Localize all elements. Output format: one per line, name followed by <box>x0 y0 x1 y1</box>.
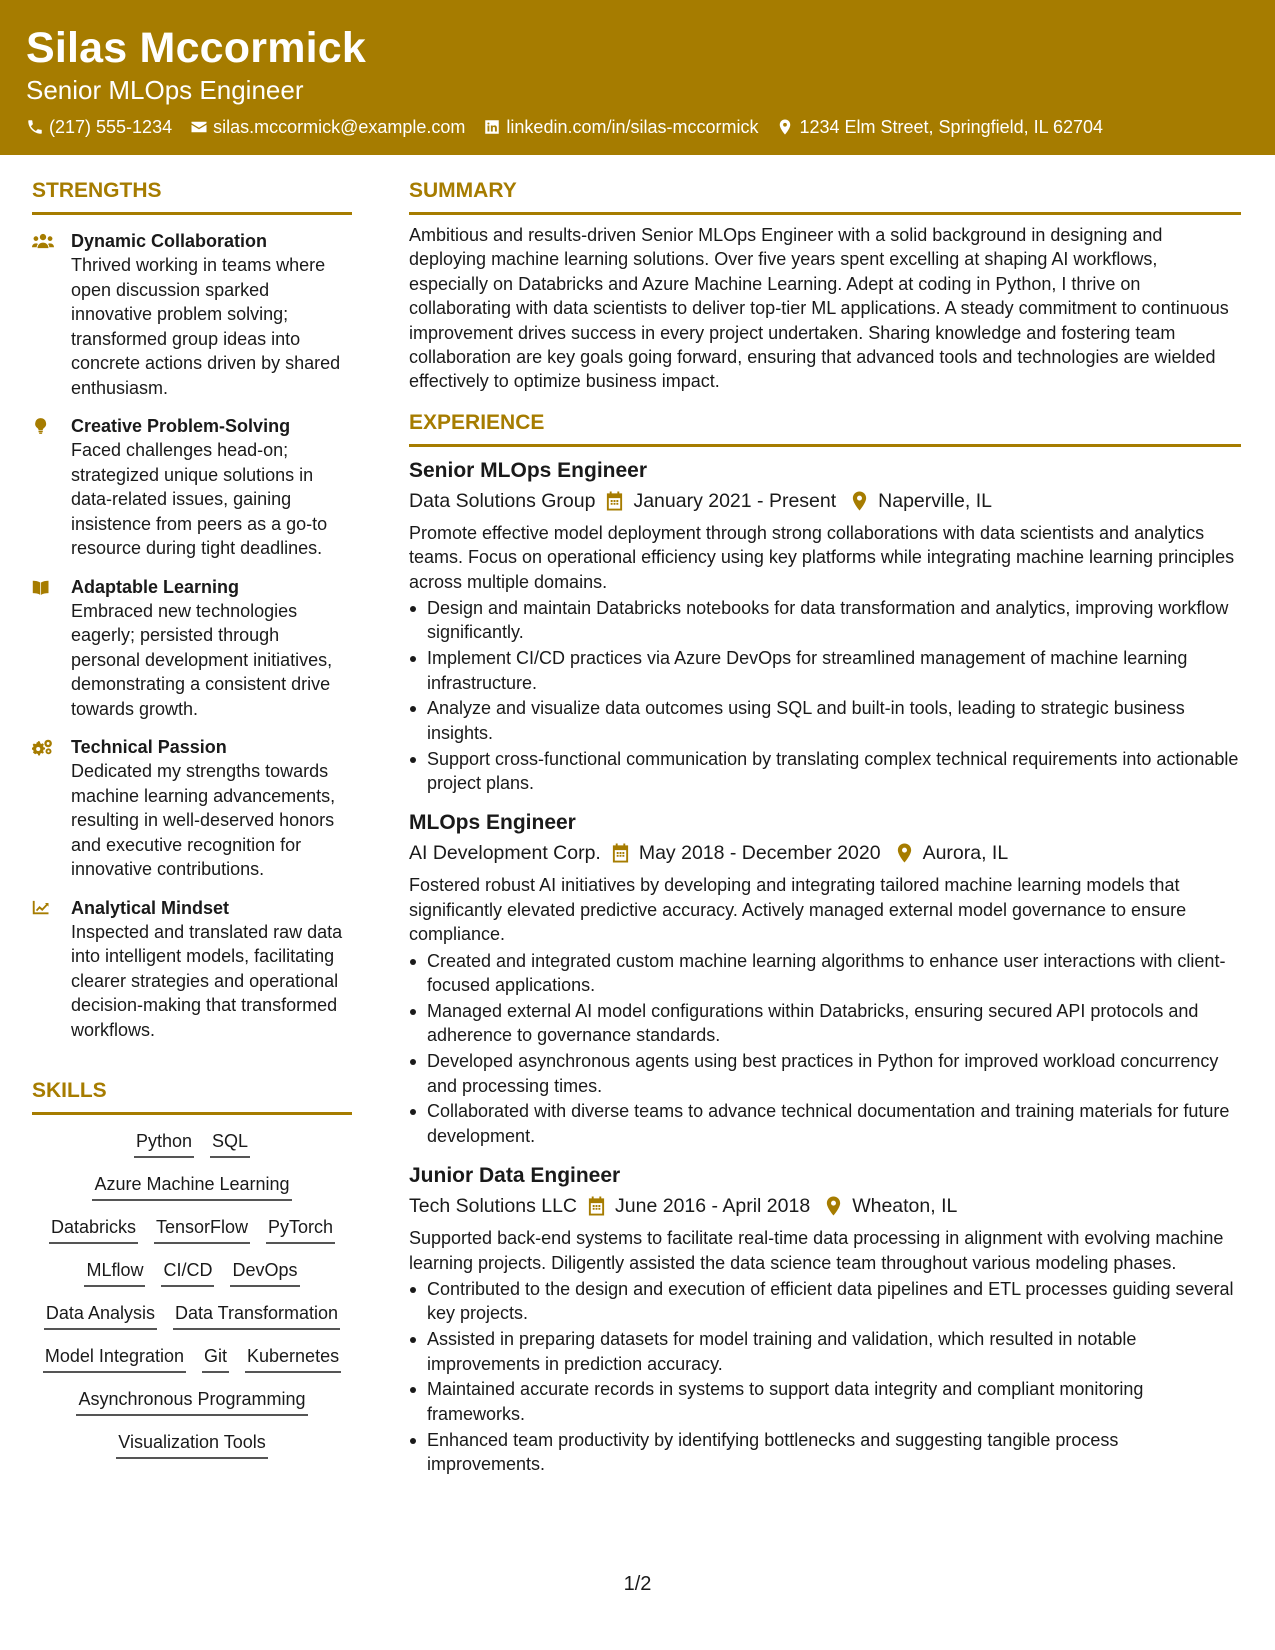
job-entry <box>409 809 1241 1148</box>
users-icon <box>32 232 54 250</box>
map-marker-icon <box>824 1196 843 1216</box>
map-marker-icon <box>776 118 794 136</box>
job-title: MLOps Engineer <box>409 811 576 835</box>
strength-desc: Thrived working in teams where open discussion sparked innovative problem solving; transformed group ideas into concrete actions driven by shared enthusiasm. <box>71 255 341 398</box>
strength-desc: Faced challenges head-on; strategized unique solutions in data-related issues, gaining insistence from peers as a go-to resource during tight deadlines. <box>71 440 328 558</box>
chart-line-icon <box>32 899 54 917</box>
phone-text: (217) 555-1234 <box>49 117 173 137</box>
skill-row <box>32 1300 352 1330</box>
calendar-icon <box>611 843 630 863</box>
job-bullet: Collaborated with diverse teams to advance technical documentation and training materials for future development. <box>409 1099 1241 1148</box>
job-bullets <box>409 949 1241 1148</box>
job-bullet: Support cross-functional communication by translating complex technical requirements into actionable project plans. <box>409 747 1241 796</box>
skill-tag: Model Integration <box>43 1343 186 1373</box>
candidate-name: Silas Mccormick <box>26 24 367 72</box>
skill-tag: TensorFlow <box>154 1214 250 1244</box>
strengths-heading: STRENGTHS <box>32 176 352 215</box>
strength-title: Technical Passion <box>71 737 227 757</box>
skill-row <box>32 1343 352 1373</box>
strength-desc: Dedicated my strengths towards machine learning advancements, resulting in well-deserved honors and executive recognition for innovative contributions. <box>71 761 336 879</box>
job-description: Supported back-end systems to facilitate real-time data processing in alignment with evolving machine learning projects. Diligently assisted the data science team throughout various modeling phases. <box>409 1228 1224 1273</box>
book-icon <box>32 578 54 596</box>
gears-icon <box>32 738 54 756</box>
lightbulb-icon <box>32 417 54 435</box>
job-description: Promote effective model deployment through strong collaborations with data scientists and analytics teams. Focus on operational efficiency using key platforms while integrating machine learning principles across multiple domains. <box>409 522 1235 592</box>
job-bullet: Created and integrated custom machine learning algorithms to enhance user interactions with client-focused applications. <box>409 949 1241 998</box>
job-meta <box>409 486 1241 516</box>
strength-desc: Embraced new technologies eagerly; persisted through personal development initiatives, demonstrating a consistent drive towards growth. <box>71 600 333 719</box>
job-description: Fostered robust AI initiatives by developing and integrating tailored machine learning models that significantly elevated predictive accuracy. Actively managed external model governance to ensure compliance. <box>409 875 1187 945</box>
contact-email[interactable] <box>190 116 465 138</box>
contact-phone <box>26 116 172 138</box>
job-bullet: Maintained accurate records in systems to support data integrity and compliant monitoring frameworks. <box>409 1377 1241 1426</box>
skill-tag: DevOps <box>230 1257 299 1287</box>
job-title: Junior Data Engineer <box>409 1164 621 1188</box>
envelope-icon <box>190 118 208 136</box>
job-bullets <box>409 596 1241 795</box>
skill-tag: Data Transformation <box>173 1300 340 1330</box>
job-entry <box>409 457 1241 796</box>
strength-item <box>32 735 352 882</box>
skill-tag: Python <box>134 1128 194 1158</box>
job-dates: May 2018 - December 2020 <box>638 842 881 865</box>
resume-header <box>0 0 1275 155</box>
job-title: Senior MLOps Engineer <box>409 458 648 482</box>
job-bullets <box>409 1277 1241 1476</box>
calendar-icon <box>605 491 624 511</box>
skill-tag: Databricks <box>49 1214 138 1244</box>
summary-heading: SUMMARY <box>409 176 1241 215</box>
job-bullet: Contributed to the design and execution of efficient data pipelines and ETL processes guiding several key projects. <box>409 1277 1241 1326</box>
summary-text: Ambitious and results-driven Senior MLOps Engineer with a solid background in designing and deploying machine learning solutions. Over five years spent excelling at shaping AI workflows, especially on Databricks and Azure Machine Learning. Adept at coding in Python, I thrive on collaborating with data scientists to deliver top-tier ML applications. A steady commitment to continuous improvement drives success in every project undertaken. Sharing knowledge and fostering team collaboration are key goals going forward, ensuring that advanced tools and technologies are wielded effectively to optimize business impact. <box>409 225 1229 392</box>
skills-heading: SKILLS <box>32 1076 352 1115</box>
skill-tag: Visualization Tools <box>116 1429 267 1459</box>
calendar-icon <box>587 1196 606 1216</box>
skill-tag: Git <box>202 1343 229 1373</box>
job-dates: January 2021 - Present <box>633 489 837 512</box>
experience-heading: EXPERIENCE <box>409 408 1241 447</box>
job-bullet: Implement CI/CD practices via Azure DevOps for streamlined management of machine learning infrastructure. <box>409 646 1241 695</box>
skill-row <box>32 1257 352 1287</box>
left-column <box>32 176 352 1459</box>
job-location: Aurora, IL <box>922 842 1009 865</box>
skill-tag: CI/CD <box>161 1257 214 1287</box>
strength-title: Analytical Mindset <box>71 897 230 918</box>
skill-tag: Kubernetes <box>245 1343 341 1373</box>
strength-title: Dynamic Collaboration <box>71 231 268 251</box>
skills-section <box>32 1076 352 1459</box>
candidate-title: Senior MLOps Engineer <box>26 75 304 105</box>
skill-row <box>32 1214 352 1244</box>
contact-address <box>776 116 1103 138</box>
skill-row <box>32 1128 352 1158</box>
job-location: Wheaton, IL <box>852 1195 958 1218</box>
strength-item <box>32 575 352 722</box>
strength-desc: Inspected and translated raw data into intelligent models, facilitating clearer strategies and operational decision-making that transformed workflows. <box>71 921 343 1040</box>
job-location: Naperville, IL <box>878 489 992 512</box>
linkedin-link[interactable]: linkedin.com/in/silas-mccormick <box>506 117 759 137</box>
job-meta <box>409 838 1241 868</box>
job-bullet: Analyze and visualize data outcomes using SQL and built-in tools, leading to strategic business insights. <box>409 696 1241 745</box>
contact-bar <box>26 116 1249 138</box>
right-column <box>409 176 1241 1476</box>
strength-item <box>32 229 352 400</box>
skill-tag: Asynchronous Programming <box>76 1386 307 1416</box>
strength-title: Adaptable Learning <box>71 576 240 597</box>
job-company: AI Development Corp. <box>409 842 601 865</box>
skill-row <box>32 1429 352 1459</box>
skill-tag: Azure Machine Learning <box>92 1171 291 1201</box>
job-bullet: Managed external AI model configurations within Databricks, ensuring secured API protocols and adherence to governance standards. <box>409 999 1241 1048</box>
skill-tag: PyTorch <box>266 1214 335 1244</box>
job-entry <box>409 1162 1241 1476</box>
strength-item <box>32 414 352 561</box>
experience-section <box>409 408 1241 1477</box>
skill-tag: Data Analysis <box>44 1300 157 1330</box>
skill-row <box>32 1386 352 1416</box>
skill-row <box>32 1171 352 1201</box>
map-marker-icon <box>895 843 914 863</box>
job-meta <box>409 1191 1241 1221</box>
job-bullet: Design and maintain Databricks notebooks for data transformation and analytics, improving workflow significantly. <box>409 596 1241 645</box>
job-bullet: Developed asynchronous agents using best practices in Python for improved workload concurrency and processing times. <box>409 1049 1241 1098</box>
strength-title: Creative Problem-Solving <box>71 416 291 436</box>
address-text: 1234 Elm Street, Springfield, IL 62704 <box>799 117 1104 137</box>
job-dates: June 2016 - April 2018 <box>615 1195 811 1218</box>
job-bullet: Enhanced team productivity by identifying bottlenecks and suggesting tangible process improvements. <box>409 1428 1241 1477</box>
email-link[interactable]: silas.mccormick@example.com <box>213 117 466 137</box>
page-number: 1/2 <box>623 1573 652 1595</box>
map-marker-icon <box>850 491 869 511</box>
job-bullet: Assisted in preparing datasets for model training and validation, which resulted in notable improvements in prediction accuracy. <box>409 1327 1241 1376</box>
linkedin-icon <box>483 118 501 136</box>
job-company: Data Solutions Group <box>409 489 596 512</box>
strength-item <box>32 896 352 1043</box>
job-company: Tech Solutions LLC <box>409 1195 578 1218</box>
skill-tag: SQL <box>210 1128 250 1158</box>
phone-icon <box>26 118 44 136</box>
contact-linkedin[interactable] <box>483 116 758 138</box>
skill-tag: MLflow <box>84 1257 145 1287</box>
